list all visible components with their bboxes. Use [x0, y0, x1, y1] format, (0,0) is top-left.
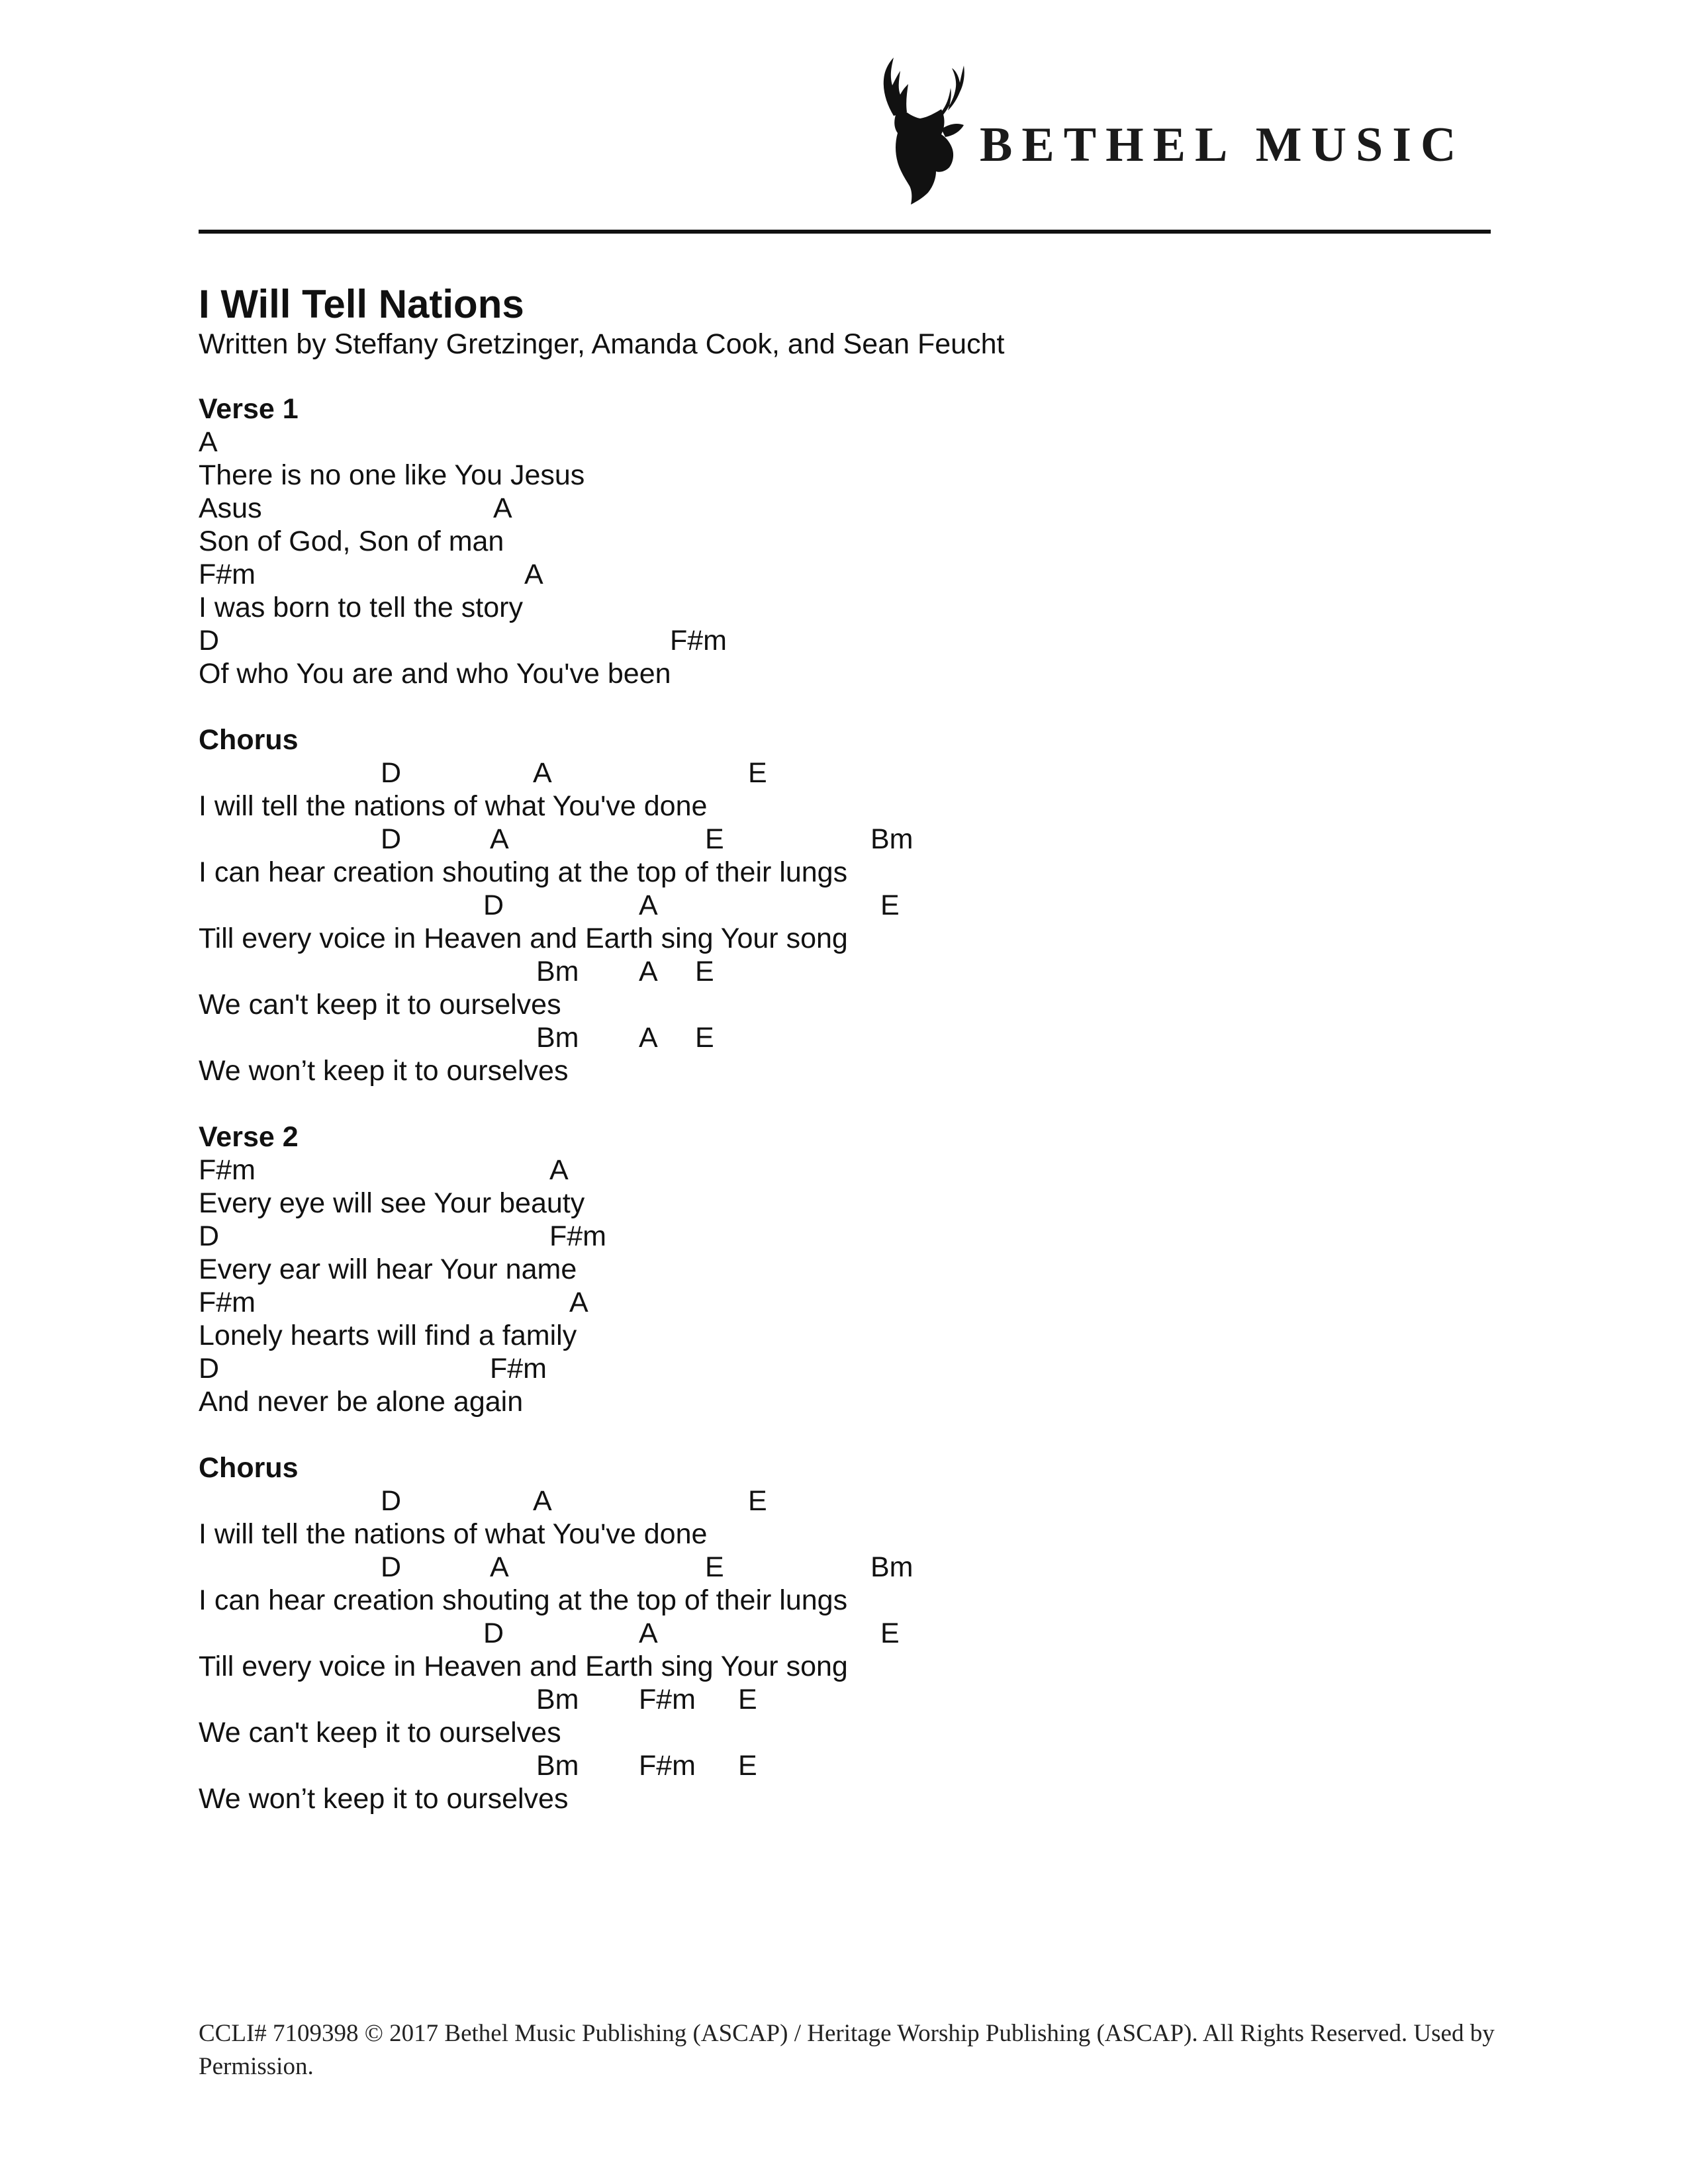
chord: E	[748, 757, 767, 789]
chord: E	[748, 1485, 767, 1517]
chord: Bm	[870, 823, 914, 855]
chord: A	[199, 426, 218, 458]
lyric-text: We can't keep it to ourselves	[199, 989, 561, 1021]
chord: A	[490, 1551, 509, 1583]
chord: D	[483, 889, 504, 921]
song-title: I Will Tell Nations	[199, 282, 524, 326]
lyric-text: We won’t keep it to ourselves	[199, 1055, 569, 1087]
section-label: Chorus	[199, 724, 299, 756]
chord: D	[381, 1551, 402, 1583]
lyric-text: Till every voice in Heaven and Earth sing Your song	[199, 923, 848, 954]
chord: D	[381, 1485, 402, 1517]
chord: A	[490, 823, 509, 855]
lyric-text: We can't keep it to ourselves	[199, 1717, 561, 1749]
song-writers: Written by Steffany Gretzinger, Amanda Cook, and Sean Feucht	[199, 328, 1005, 360]
chord: E	[738, 1684, 757, 1715]
chord: F#m	[639, 1684, 696, 1715]
lyric-text: There is no one like You Jesus	[199, 459, 585, 491]
chord: A	[639, 1022, 658, 1054]
chord: D	[381, 823, 402, 855]
chord: A	[569, 1287, 588, 1318]
chord: F#m	[549, 1220, 606, 1252]
lyric-text: And never be alone again	[199, 1386, 524, 1418]
chord: Bm	[536, 956, 579, 987]
lyric-text: I can hear creation shouting at the top of their lungs	[199, 856, 848, 888]
lyric-text: I can hear creation shouting at the top of their lungs	[199, 1584, 848, 1616]
chord: Bm	[870, 1551, 914, 1583]
lyric-text: I was born to tell the story	[199, 592, 523, 623]
chord: D	[483, 1617, 504, 1649]
section-label: Chorus	[199, 1452, 299, 1484]
chord: E	[705, 1551, 724, 1583]
chord: E	[695, 956, 714, 987]
chord: F#m	[670, 625, 727, 657]
chord: E	[738, 1750, 757, 1782]
chord: A	[639, 956, 658, 987]
deer-head-icon	[867, 56, 966, 205]
lyric-text: Every ear will hear Your name	[199, 1253, 577, 1285]
lyric-text: Every eye will see Your beauty	[199, 1187, 585, 1219]
chord: A	[493, 492, 512, 524]
chord: A	[639, 1617, 658, 1649]
chord: E	[880, 1617, 900, 1649]
lyric-text: Of who You are and who You've been	[199, 658, 671, 690]
chord: A	[549, 1154, 569, 1186]
chord: E	[880, 889, 900, 921]
section-label: Verse 2	[199, 1121, 299, 1153]
chord: D	[199, 1220, 220, 1252]
chord: E	[705, 823, 724, 855]
chord: F#m	[199, 1287, 256, 1318]
chord: F#m	[639, 1750, 696, 1782]
chord: A	[524, 559, 543, 590]
chord: F#m	[199, 559, 256, 590]
lyric-text: I will tell the nations of what You've done	[199, 790, 708, 822]
lyric-text: Till every voice in Heaven and Earth sing Your song	[199, 1651, 848, 1682]
chord: D	[199, 625, 220, 657]
bethel-music-logo	[867, 56, 1466, 205]
lyric-text: Son of God, Son of man	[199, 525, 504, 557]
chord: F#m	[490, 1353, 547, 1385]
chord: F#m	[199, 1154, 256, 1186]
chord: A	[639, 889, 658, 921]
chord: Bm	[536, 1750, 579, 1782]
chord: Asus	[199, 492, 262, 524]
chord: D	[199, 1353, 220, 1385]
lyric-text: Lonely hearts will find a family	[199, 1320, 577, 1351]
chord: E	[695, 1022, 714, 1054]
chord: A	[533, 1485, 552, 1517]
lyric-text: I will tell the nations of what You've done	[199, 1518, 708, 1550]
header-divider	[199, 230, 1491, 234]
chord: A	[533, 757, 552, 789]
chord: D	[381, 757, 402, 789]
copyright-footer: CCLI# 7109398 © 2017 Bethel Music Publishing (ASCAP) / Heritage Worship Publishing (ASCAP). All Rights Reserved. Used by Permission.	[199, 2020, 1495, 2080]
chord: Bm	[536, 1684, 579, 1715]
section-label: Verse 1	[199, 393, 299, 425]
brand-name: BETHEL MUSIC	[980, 118, 1466, 172]
chord: Bm	[536, 1022, 579, 1054]
lyric-text: We won’t keep it to ourselves	[199, 1783, 569, 1815]
